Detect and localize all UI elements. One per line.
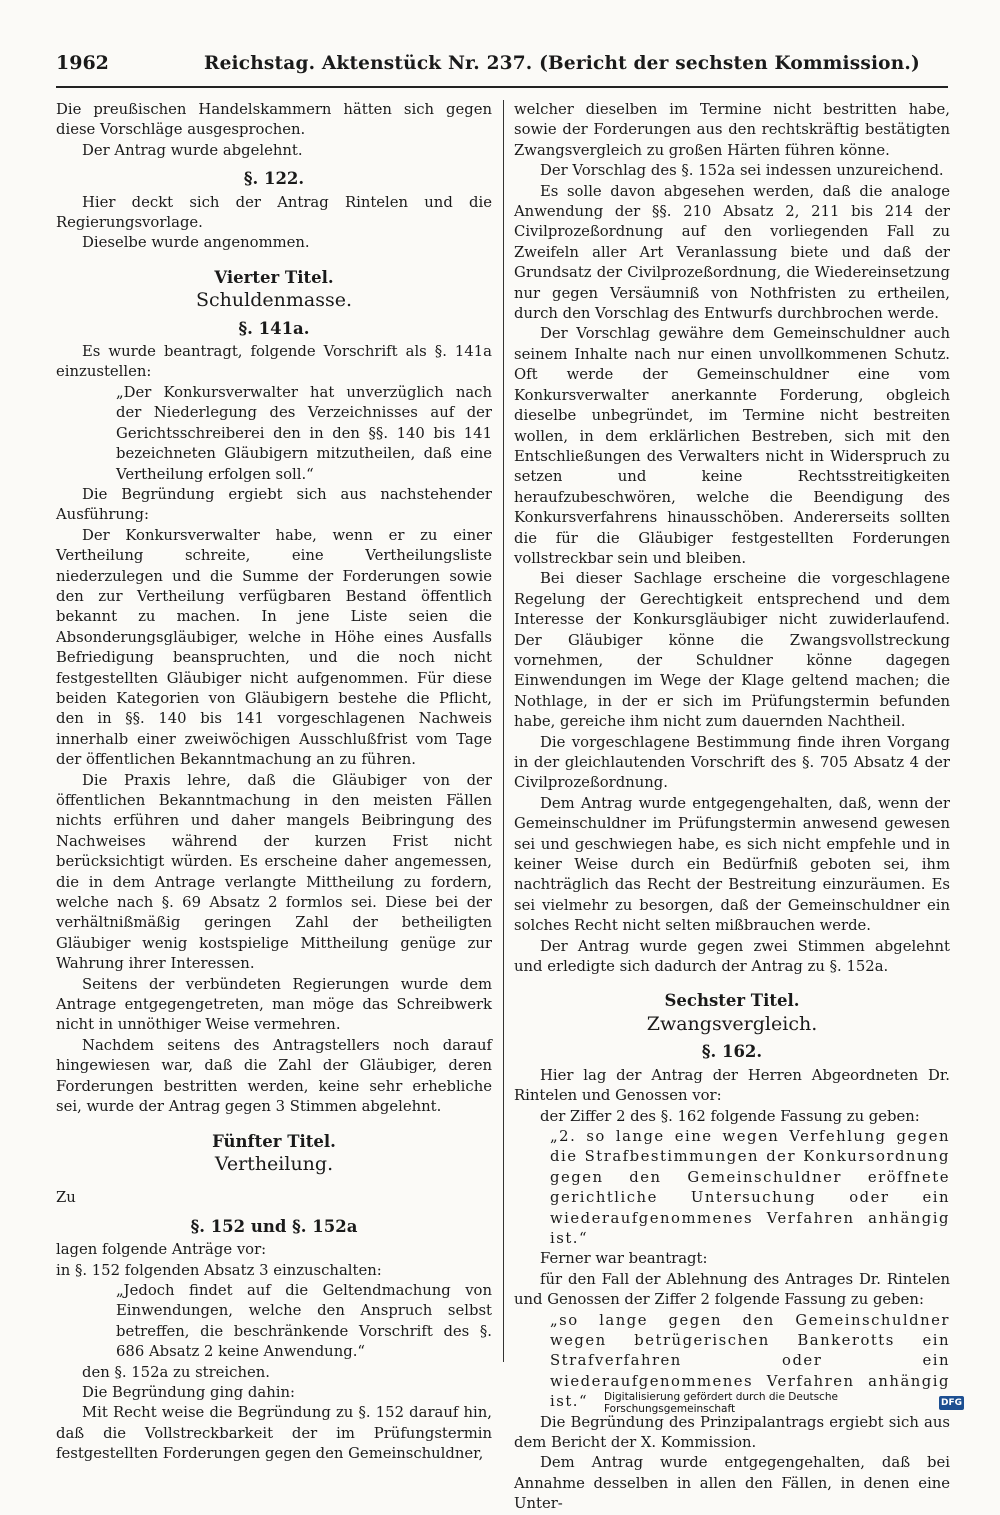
paragraph: den §. 152a zu streichen. (82, 1363, 270, 1381)
paragraph: Dieselbe wurde angenommen. (82, 234, 310, 252)
paragraph: Bei dieser Sachlage erscheine die vorgeschlagene Regelung der Gerechtigkeit entsprechend und dem Interesse der Konkursgläubiger nicht zuwiderlaufend. Der Gläubiger könne die Zwangsvollstreckung vornehmen, der Schuldner könne dagegen Einwendungen im Wege der Klage geltend machen; die Nothlage, in der er sich im Prüfungstermin befunden habe, gereiche ihm nicht zum dauernden Nachtheil. (514, 570, 950, 731)
paragraph: Der Antrag wurde gegen zwei Stimmen abgelehnt und erledigte sich dadurch der Antrag zu §. 152a. (514, 937, 950, 976)
paragraph: lagen folgende Anträge vor: (56, 1241, 267, 1259)
title-subheading: Vertheilung. (214, 1152, 334, 1175)
paragraph: Die Begründung ging dahin: (82, 1383, 295, 1401)
paragraph: Hier lag der Antrag der Herren Abgeordneten Dr. Rintelen und Genossen vor: (514, 1066, 950, 1105)
page-header (56, 52, 948, 88)
section-heading: §. 141a. (238, 318, 310, 338)
dfg-logo-icon: DFG (940, 1398, 962, 1408)
title-heading: Fünfter Titel. (212, 1131, 336, 1151)
quotation: „Jedoch findet auf die Geltendmachung von Einwendungen, welche den Anspruch selbst betreffen, die beschränkende Vorschrift des §. 686 Absatz 2 keine Anwendung.“ (116, 1281, 492, 1361)
title-heading: Vierter Titel. (214, 267, 334, 287)
column-divider (503, 100, 504, 1362)
paragraph: Seitens der verbündeten Regierungen wurde dem Antrage entgegengetreten, man möge das Schreibwerk nicht in unnöthiger Weise vermehren. (56, 975, 492, 1034)
paragraph: Die vorgeschlagene Bestimmung finde ihren Vorgang in der gleichlautenden Vorschrift des §. 705 Absatz 4 der Civilprozeßordnung. (514, 733, 950, 792)
quotation: „2. so lange eine wegen Verfehlung gegen die Strafbestimmungen der Konkursordnung gegen den Gemeinschuldner eröffnete gerichtliche Untersuchung oder ein wiederaufgenommenes Verfahren anhängig ist.“ (550, 1127, 950, 1247)
title-heading: Sechster Titel. (664, 991, 800, 1011)
section-heading: §. 122. (243, 169, 305, 189)
section-heading: §. 152 und §. 152a (190, 1216, 358, 1236)
running-title: Reichstag. Aktenstück Nr. 237. (Bericht der sechsten Kommission.) (204, 53, 920, 74)
paragraph: Der Vorschlag gewähre dem Gemeinschuldner auch seinem Inhalte nach nur einen unvollkommenen Schutz. Oft werde der Gemeinschuldner eine vom Konkursverwalter anerkannte Forderung, obgleich dieselbe unbegründet, im Termine nicht bestreiten wollen, in dem erklärlichen Bestreben, sich mit den Entschließungen des Verwalters nicht in Widerspruch zu setzen und keine Rechtsstreitigkeiten heraufzubeschwören, welche die Beendigung des Konkursverfahrens hinausschöben. Andererseits sollten die für die Gläubiger festgestellten Forderungen vollstreckbar sein und bleiben. (514, 325, 950, 567)
paragraph: Der Konkursverwalter habe, wenn er zu einer Vertheilung schreite, eine Vertheilungsliste niederzulegen und die Summe der Forderungen sowie den zur Vertheilung verfügbaren Bestand öffentlich bekannt zu machen. In jene Liste seien die Absonderungsgläubiger, welche in Höhe eines Ausfalls Befriedigung beanspruchten, und die noch nicht festgestellten Gläubiger nicht aufgenommen. Für diese beiden Kategorien von Gläubigern bestehe die Pflicht, den in §§. 140 bis 141 vorgeschlagenen Nachweis innerhalb einer zweiwöchigen Ausschlußfrist vom Tage der öffentlichen Bekanntmachung an zu führen. (56, 526, 492, 769)
title-subheading: Zwangsvergleich. (646, 1012, 818, 1035)
paragraph: der Ziffer 2 des §. 162 folgende Fassung zu geben: (540, 1107, 920, 1125)
paragraph: Nachdem seitens des Antragstellers noch darauf hingewiesen war, daß die Zahl der Gläubiger, deren Forderungen bestritten werden, keine sehr erhebliche sei, wurde der Antrag gegen 3 Stimmen abgelehnt. (56, 1036, 492, 1116)
paragraph: Die Praxis lehre, daß die Gläubiger von der öffentlichen Bekanntmachung in den meisten Fällen nichts erführen und daher mangels Beibringung des Nachweises während der kurzen Frist nicht berücksichtigt würden. Es erscheine daher angemessen, die in dem Antrage verlangte Mittheilung zu fordern, welche nach §. 69 Absatz 2 formlos sei. Diese bei der verhältnißmäßig geringen Zahl der betheiligten Gläubiger wenig kostspielige Mittheilung genüge zur Wahrung ihrer Interessen. (56, 771, 492, 973)
paragraph: Der Vorschlag des §. 152a sei indessen unzureichend. (540, 162, 944, 180)
quotation: „so lange gegen den Gemeinschuldner wegen betrügerischen Bankerotts ein Strafverfahren oder ein wiederaufgenommenes Verfahren anhängig ist.“ (550, 1311, 950, 1411)
left-column (56, 100, 492, 1463)
paragraph: Dem Antrag wurde entgegengehalten, daß bei Annahme desselben in allen den Fällen, in denen eine Unter- (514, 1454, 950, 1513)
paragraph: für den Fall der Ablehnung des Antrages Dr. Rintelen und Genossen der Ziffer 2 folgende Fassung zu geben: (514, 1270, 950, 1309)
paragraph: Mit Recht weise die Begründung zu §. 152 darauf hin, daß die Vollstreckbarkeit der im Prüfungstermin festgestellten Forderungen gegen den Gemeinschuldner, (56, 1404, 492, 1463)
paragraph: Es wurde beantragt, folgende Vorschrift als §. 141a einzustellen: (56, 343, 492, 381)
paragraph: Die preußischen Handelskammern hätten sich gegen diese Vorschläge ausgesprochen. (56, 101, 492, 139)
paragraph: Die Begründung des Prinzipalantrags ergiebt sich aus dem Bericht der X. Kommission. (514, 1413, 950, 1451)
page-number: 1962 (56, 52, 109, 74)
paragraph: Dem Antrag wurde entgegengehalten, daß, wenn der Gemeinschuldner im Prüfungstermin anwesend gewesen sei und geschwiegen habe, es sich nicht empfehle und in keiner Weise durch ein Bedürfniß geboten sei, ihm nachträglich das Recht der Bestreitung einzuräumen. Es sei vielmehr zu besorgen, daß der Gemeinschuldner ein solches Recht nicht selten mißbrauchen werde. (514, 794, 950, 935)
paragraph: Es solle davon abgesehen werden, daß die analoge Anwendung der §§. 210 Absatz 2, 211 bis 214 der Civilprozeßordnung auf den vorliegenden Fall zu Zweifeln aller Art Veranlassung biete und daß der Grundsatz der Civilprozeßordnung, die Wiedereinsetzung nur gegen Versäumniß von Nothfristen zu ertheilen, durch den Vorschlag des Entwurfs durchbrochen werde. (514, 182, 950, 323)
paragraph: welcher dieselben im Termine nicht bestritten habe, sowie der Forderungen aus den rechtskräftig bestätigten Zwangsvergleich zu großen Härten führen könne. (514, 101, 950, 159)
digitization-credit (604, 1392, 964, 1414)
quotation: „Der Konkursverwalter hat unverzüglich nach der Niederlegung des Verzeichnisses auf der Gerichtsschreiberei den in den §§. 140 bis 141 bezeichneten Gläubigern mitzutheilen, daß eine Vertheilung erfolgen soll.“ (116, 383, 492, 483)
paragraph: in §. 152 folgenden Absatz 3 einzuschalten: (56, 1261, 382, 1279)
paragraph: Hier deckt sich der Antrag Rintelen und die Regierungsvorlage. (56, 193, 492, 232)
paragraph: Ferner war beantragt: (540, 1250, 708, 1268)
title-subheading: Schuldenmasse. (196, 289, 352, 312)
section-heading: §. 162. (701, 1042, 763, 1062)
paragraph: Der Antrag wurde abgelehnt. (82, 141, 303, 159)
paragraph: Zu (56, 1189, 76, 1207)
credit-text: Digitalisierung gefördert durch die Deutsche Forschungsgemeinschaft (604, 1391, 838, 1415)
paragraph: Die Begründung ergiebt sich aus nachstehender Ausführung: (56, 485, 492, 524)
